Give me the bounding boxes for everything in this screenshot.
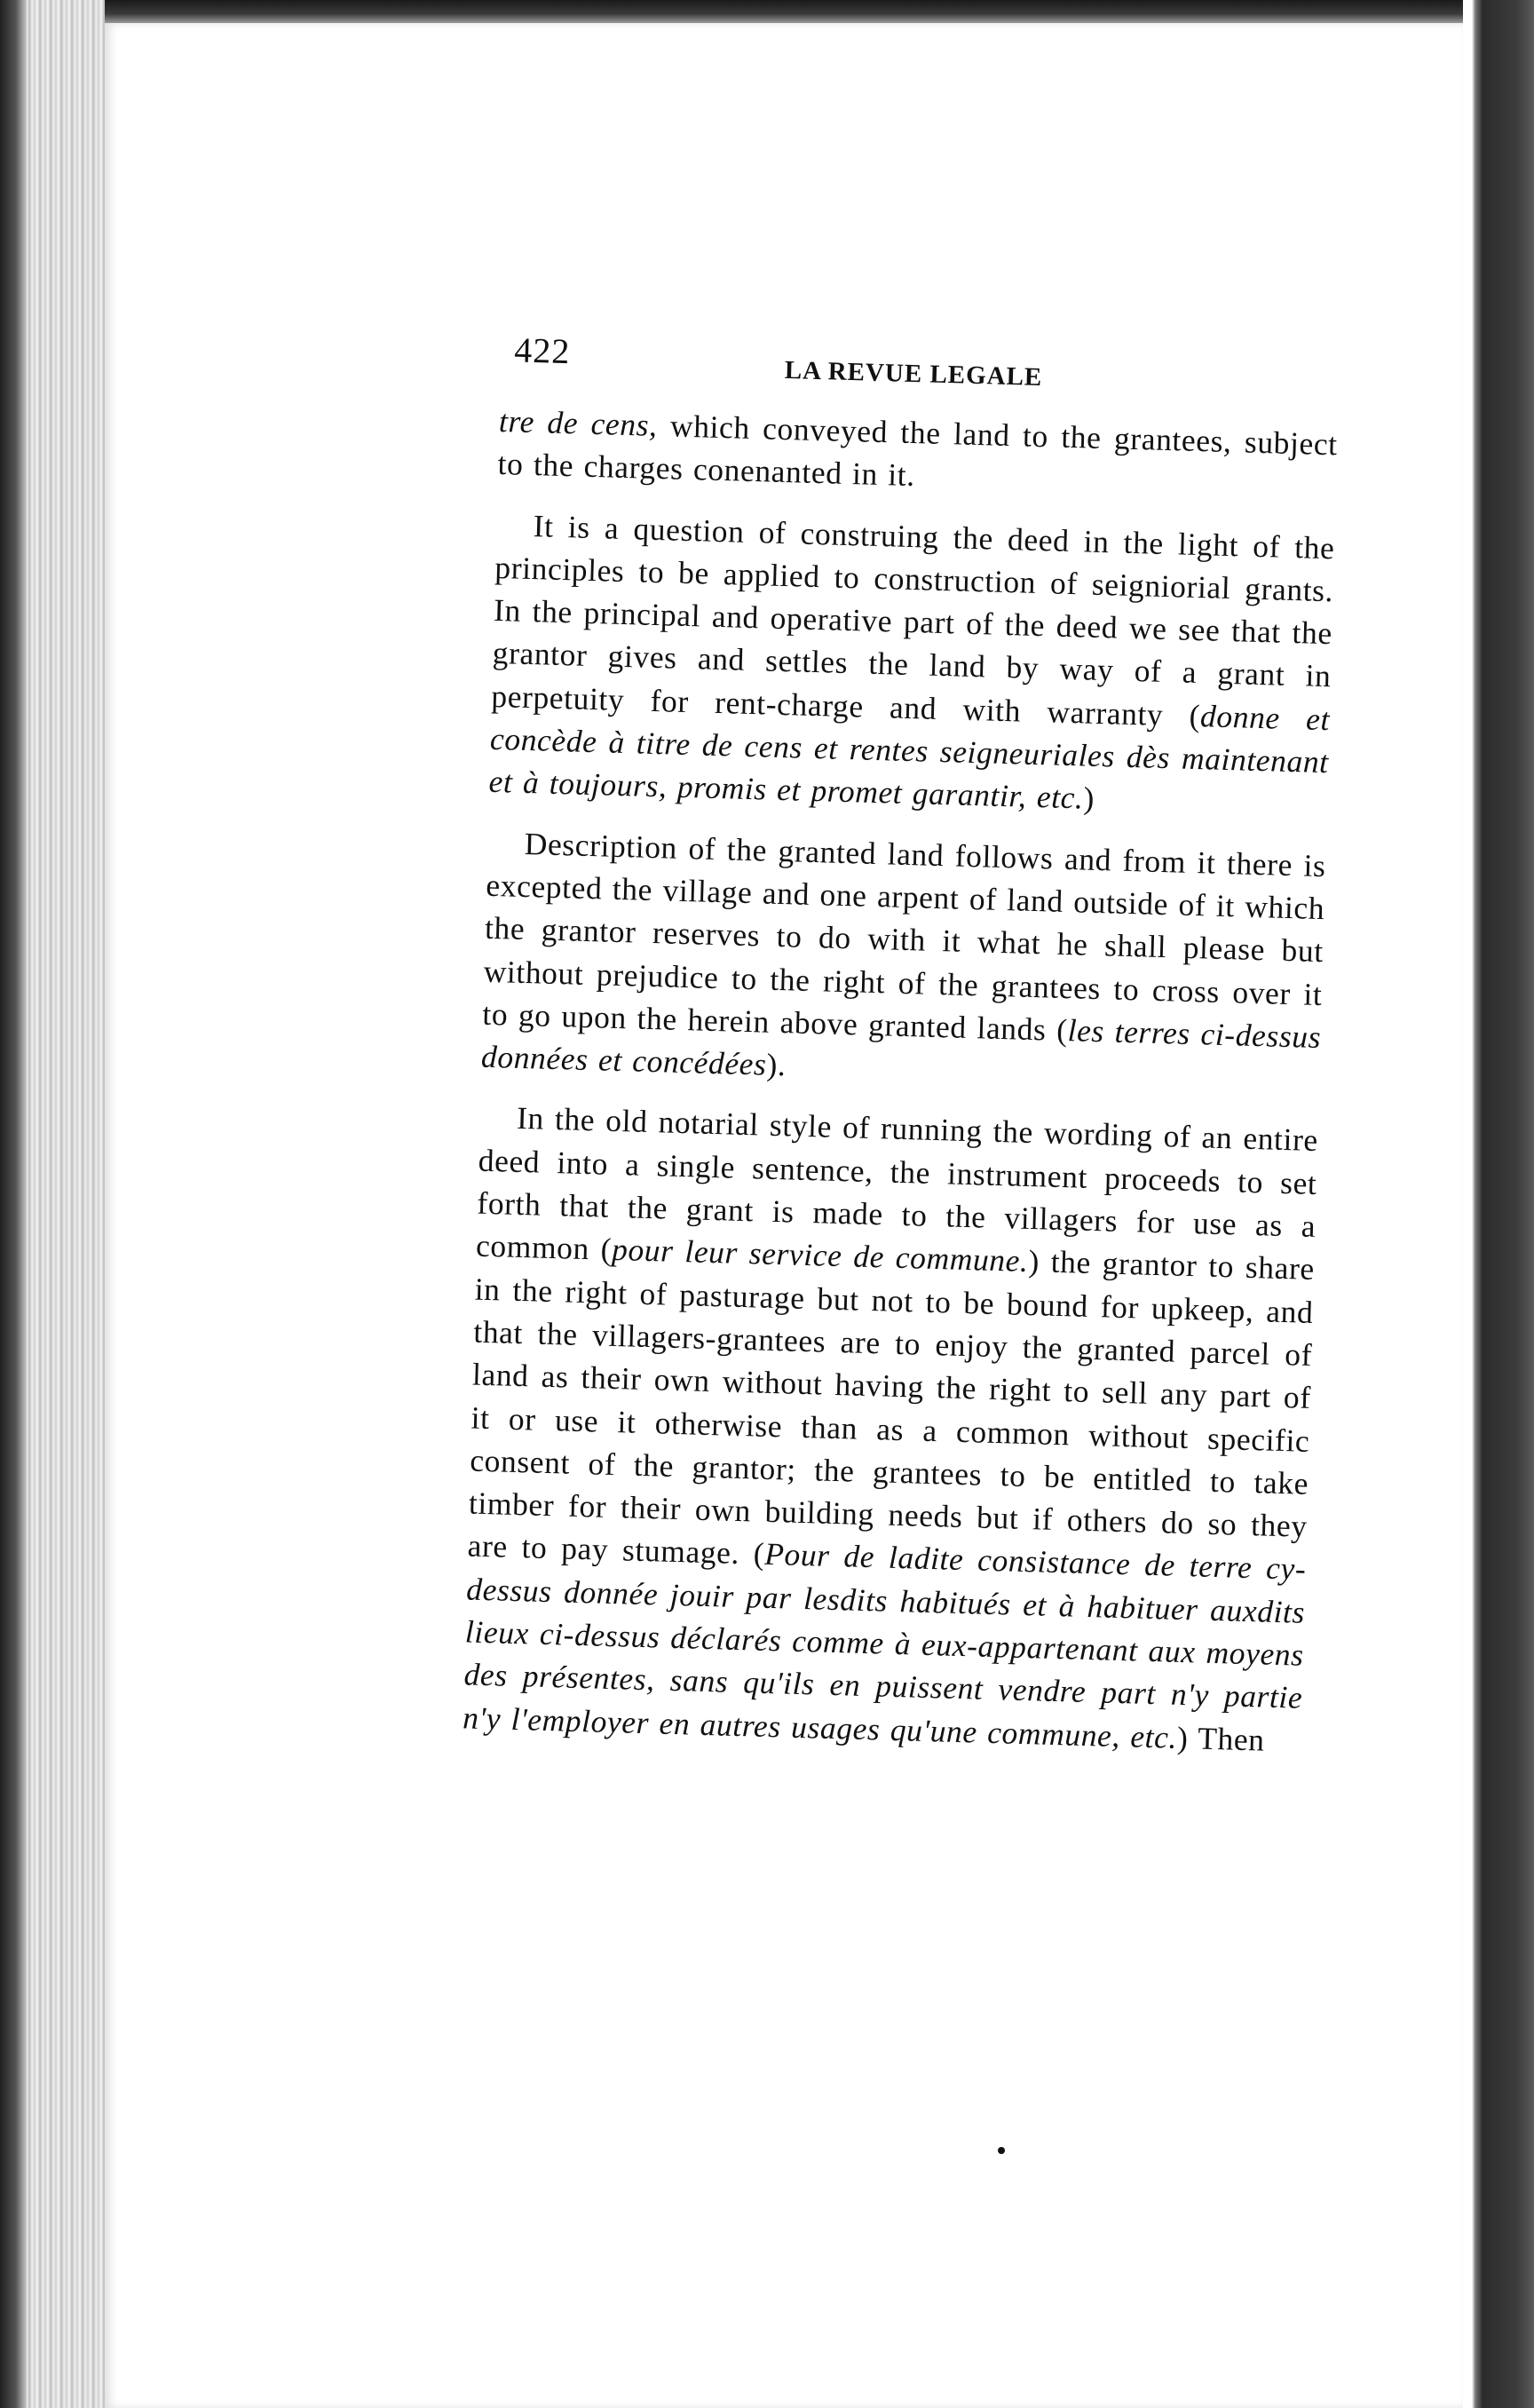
paragraph-3-segment-2: les terres ci-dessus données et concédées — [480, 1011, 1322, 1082]
paragraph-3-segment-3: ). — [765, 1046, 787, 1083]
book-spine-shadow — [0, 0, 27, 2408]
page-text-block — [462, 329, 1340, 1780]
paragraph-3-segment-1: Description of the granted land follows and from it there is excepted the village and one arpent of land outside of it which the grantor reserves to do with it what he shall please but without prejudice to the right of the grantees to cross over it to go upon the herein above granted lands ( — [481, 825, 1327, 1048]
page-number: 422 — [513, 329, 571, 372]
book-cover-edge — [1463, 0, 1534, 2408]
scan-top-border — [0, 0, 1534, 23]
paragraph-2 — [488, 503, 1335, 827]
paragraph-3 — [480, 820, 1326, 1101]
paragraph-1-segment-2: which conveyed the land to the grantees, subject to the charges conenanted in it. — [497, 407, 1339, 494]
paragraph-2-segment-2: donne et concède à titre de cens et rentes seigneuriales dès maintenant et à toujours, promis et promet garantir, etc. — [488, 697, 1331, 816]
paragraph-1-segment-1: tre de cens, — [498, 402, 659, 443]
paragraph-4 — [463, 1096, 1319, 1762]
running-title: LA REVUE LEGALE — [784, 355, 1043, 392]
paragraph-4-segment-4: Pour de ladite consistance de terre cy-dessus donnée jouir par lesdits habitués et à habituer auxdits lieux ci-dessus déclarés comme à eux-appartenant aux moyens des présentes, sans qu'ils en puissent vendre part n'y partie n'y l'employer en autres usages qu'une commune, etc. — [462, 1536, 1307, 1755]
paragraph-4-segment-2: pour leur service de commune. — [611, 1232, 1030, 1279]
paragraph-2-segment-3: ) — [1082, 780, 1095, 817]
paragraph-2-segment-1: It is a question of construing the deed in the light of the principles to be applied to construction of seigniorial grants. In the principal and operative part of the deed we see that the grantor gives and settles the land by way of a grant in perpetuity for rent-charge and with warranty ( — [490, 507, 1336, 733]
paragraph-4-segment-5: ) Then — [1176, 1719, 1266, 1758]
paragraph-4-segment-3: ) the grantor to share in the right of pasturage but not to be bound for upkeep, and that the villagers-grantees are to enjoy the granted parcel of land as their own without having the right to sell any part of it or use it otherwise than as a common without specific consent of the grantor; the grantees to be entitled to take timber for their own building needs but if others do so they are to pay stumage. ( — [467, 1243, 1316, 1572]
ink-speck — [998, 2147, 1005, 2154]
paragraph-4-segment-1: In the old notarial style of running the wording of an entire deed into a single sentence, the instrument proceeds to set forth that the grant is made to the villagers for use as a common ( — [475, 1100, 1319, 1268]
